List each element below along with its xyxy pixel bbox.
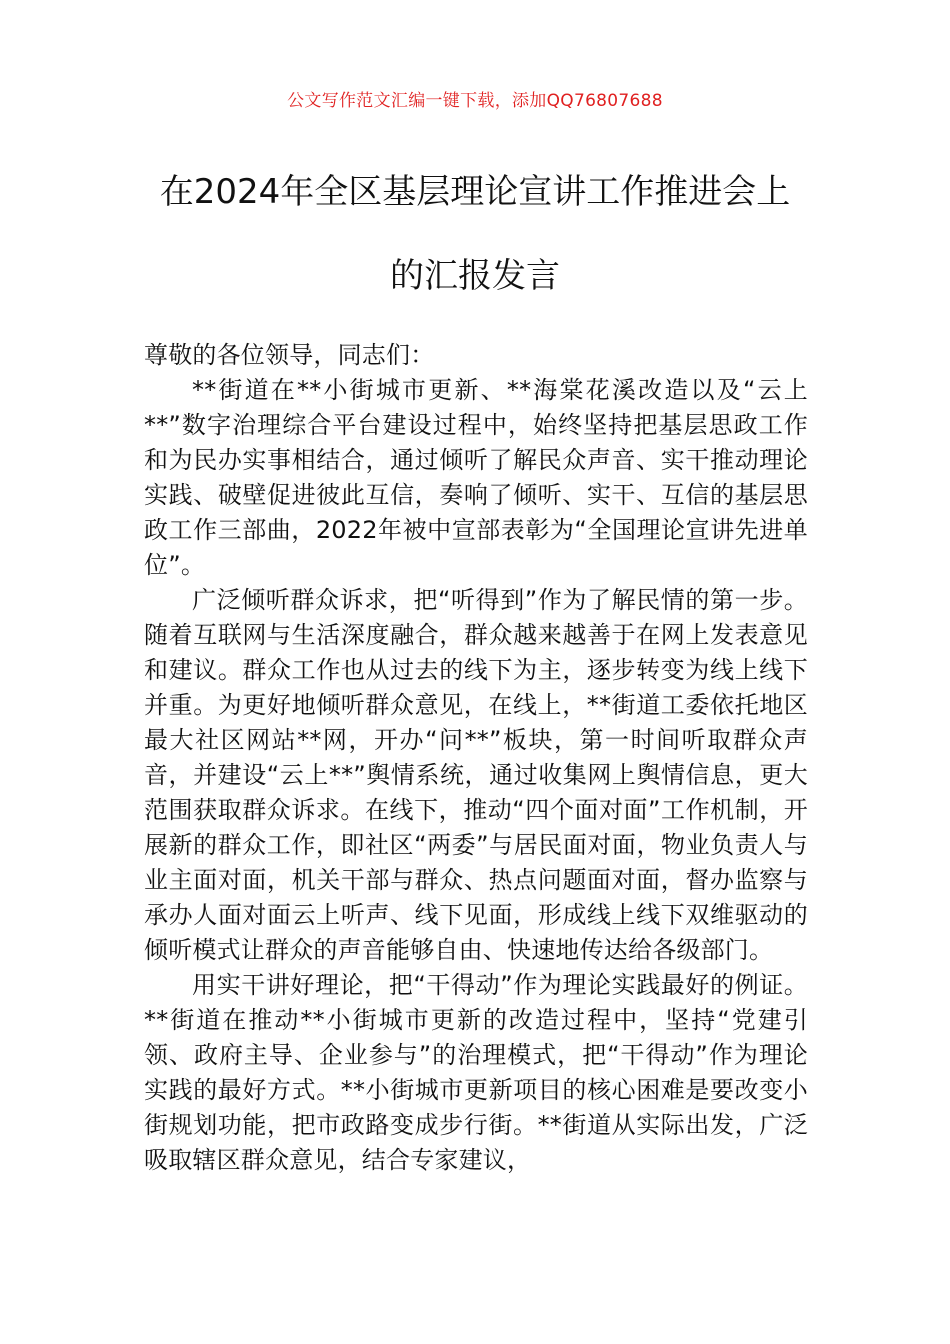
document-body [144,338,808,1178]
paragraph-intro: **街道在**小街城市更新、**海棠花溪改造以及“云上**”数字治理综合平台建设过程中，始终坚持把基层思政工作和为民办实事相结合，通过倾听了解民众声音、实干推动理论实践、破壁促进彼此互信，奏响了倾听、实干、互信的基层思政工作三部曲，2022年被中宣部表彰为“全国理论宣讲先进单位”。 [144,376,808,579]
salutation: 尊敬的各位领导，同志们： [144,341,435,369]
title-line-1: 在2024年全区基层理论宣讲工作推进会上 [159,172,791,212]
paragraph-practice: 用实干讲好理论，把“干得动”作为理论实践最好的例证。**街道在推动**小街城市更新的改造过程中，坚持“党建引领、政府主导、企业参与”的治理模式，把“干得动”作为理论实践的最好方式。**小街城市更新项目的核心困难是要改变小街规划功能，把市政路变成步行街。**街道从实际出发，广泛吸取辖区群众意见，结合专家建议， [144,971,808,1174]
title-line-2: 的汇报发言 [390,256,560,296]
document-title [140,150,810,318]
download-promo-note: 公文写作范文汇编一键下载，添加QQ76807688 [287,91,663,111]
paragraph-listening: 广泛倾听群众诉求，把“听得到”作为了解民情的第一步。随着互联网与生活深度融合，群众越来越善于在网上发表意见和建议。群众工作也从过去的线下为主，逐步转变为线上线下并重。为更好地倾听群众意见，在线上，**街道工委依托地区最大社区网站**网，开办“问**”板块，第一时间听取群众声音，并建设“云上**”舆情系统，通过收集网上舆情信息，更大范围获取群众诉求。在线下，推动“四个面对面”工作机制，开展新的群众工作，即社区“两委”与居民面对面，物业负责人与业主面对面，机关干部与群众、热点问题面对面，督办监察与承办人面对面云上听声、线下见面，形成线上线下双维驱动的倾听模式让群众的声音能够自由、快速地传达给各级部门。 [144,586,808,964]
